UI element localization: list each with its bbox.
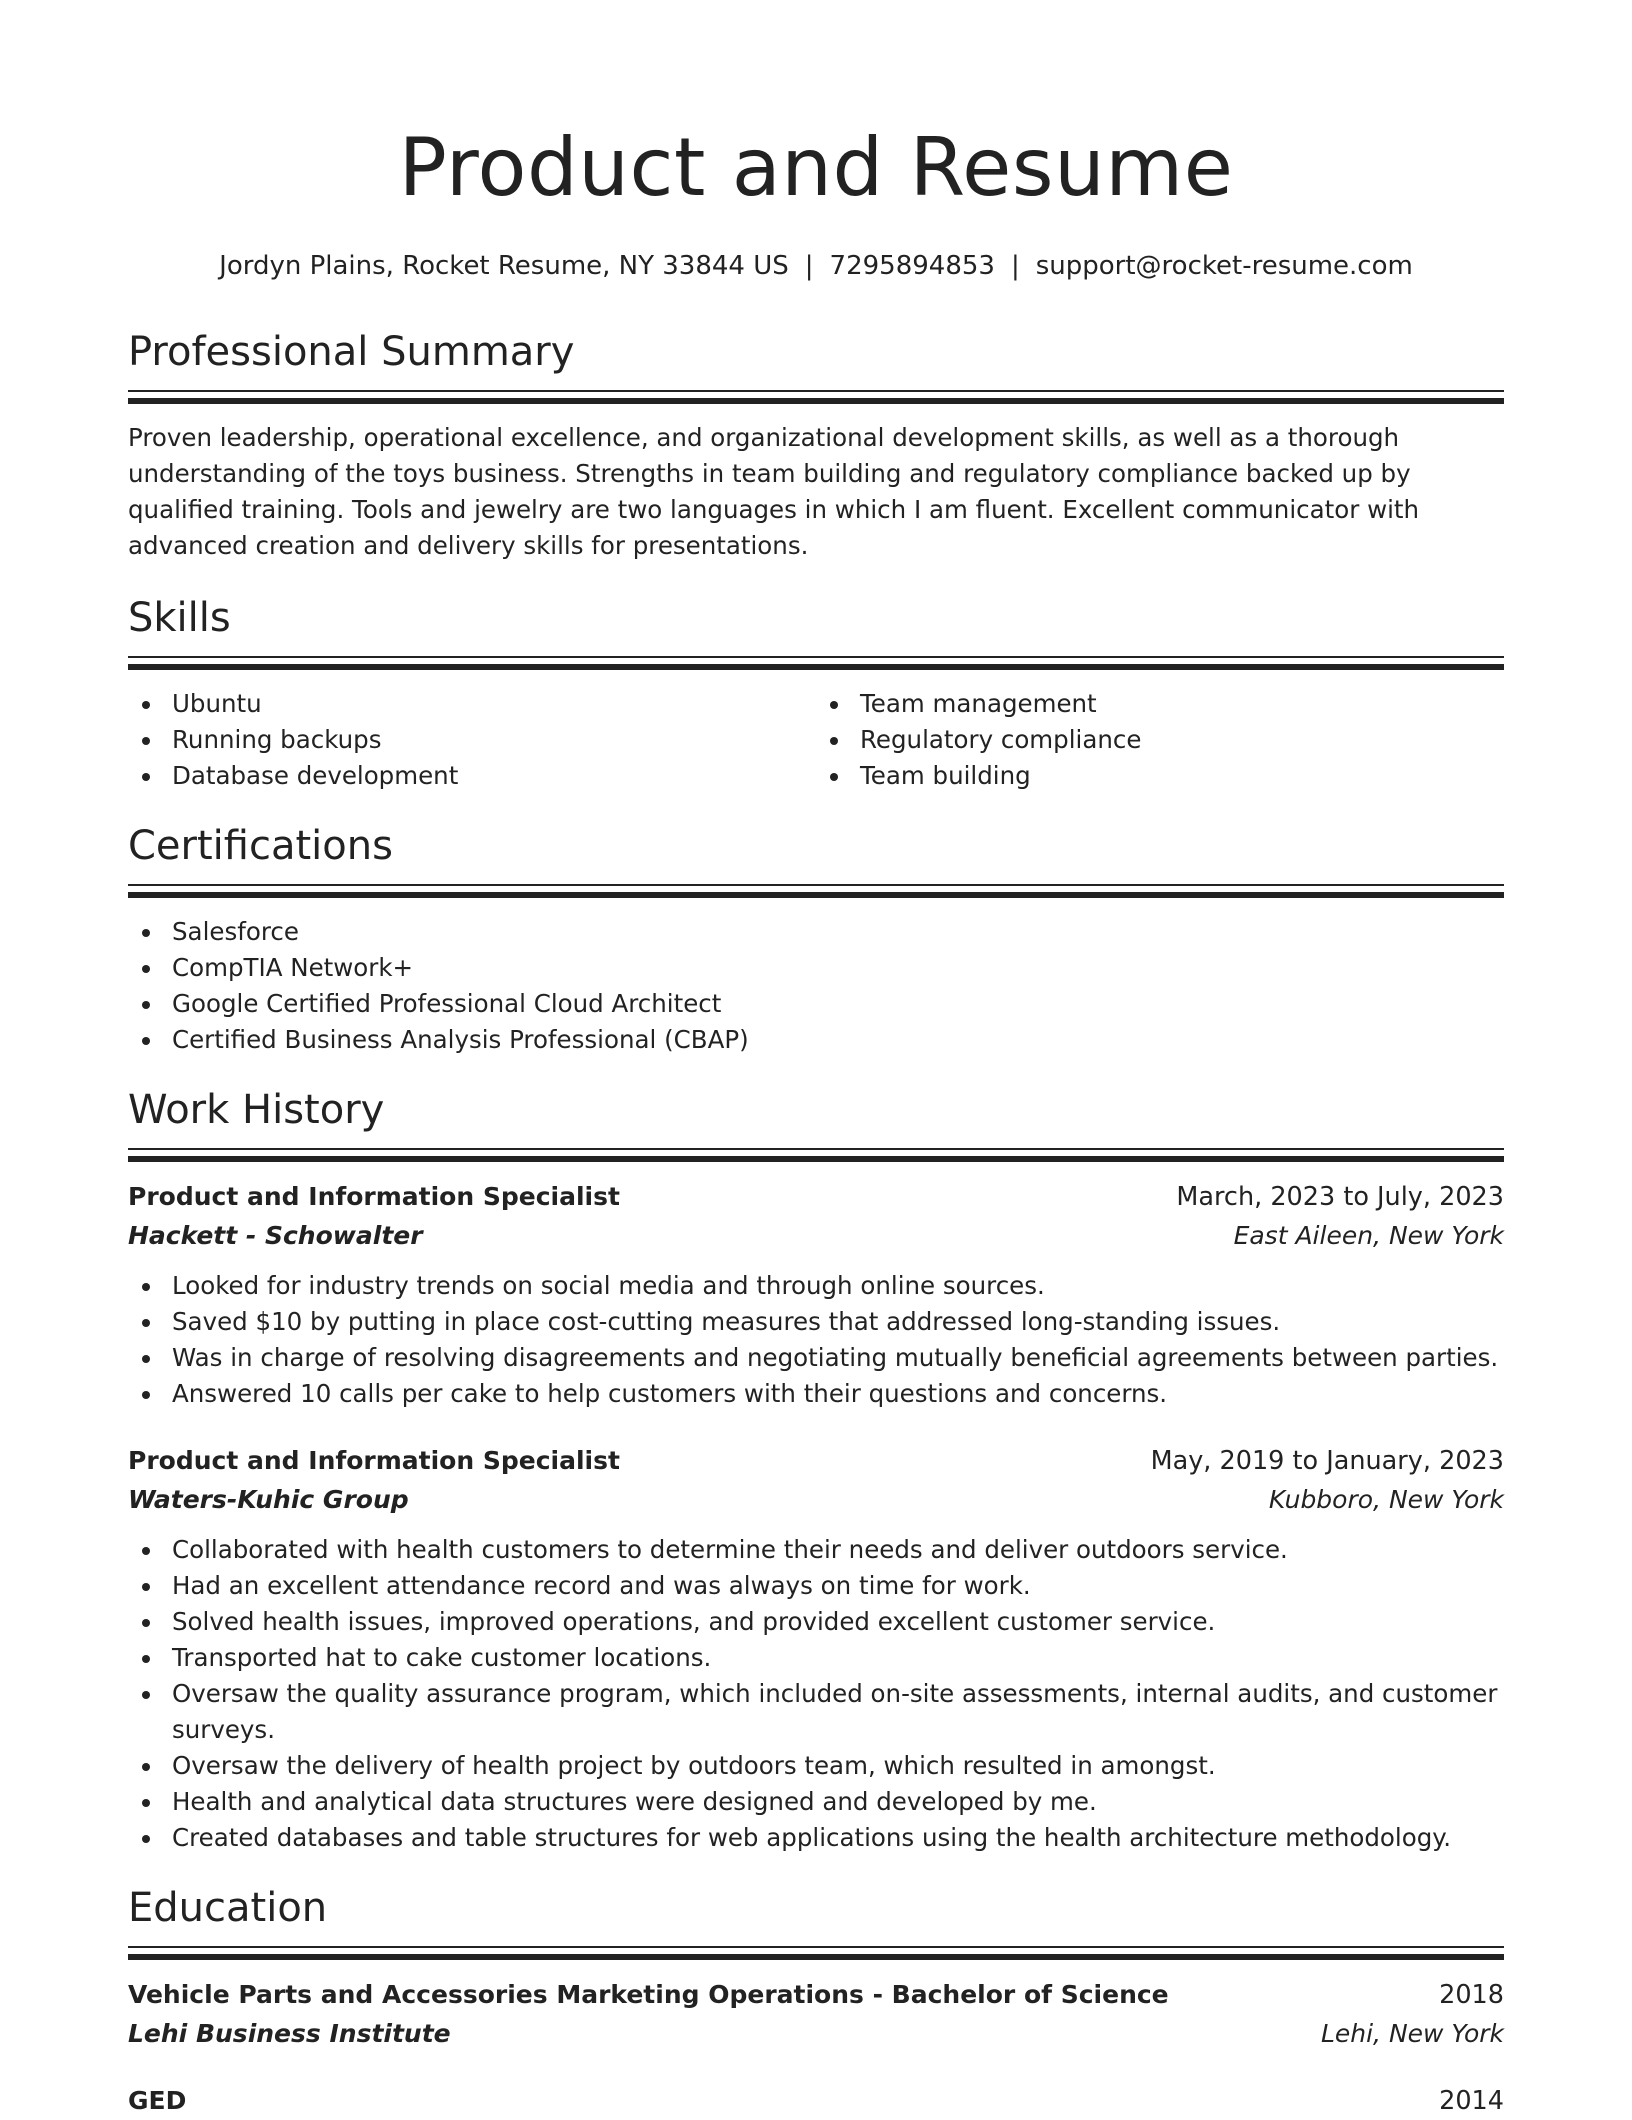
job-company: Waters-Kuhic Group [128, 1485, 409, 1514]
certification-item: Certified Business Analysis Professional (CBAP) [128, 1022, 1504, 1058]
certification-item: Salesforce [128, 914, 1504, 950]
section-divider [128, 390, 1504, 404]
section-heading: Education [128, 1885, 328, 1931]
education-school: Lehi Business Institute [128, 2019, 451, 2048]
summary-section [128, 326, 1504, 564]
education-degree: GED [128, 2086, 187, 2115]
job-dates: March, 2023 to July, 2023 [1176, 1182, 1504, 1212]
skill-item: Team management [816, 686, 1504, 722]
job-dates: May, 2019 to January, 2023 [1150, 1446, 1504, 1476]
contact-address: Jordyn Plains, Rocket Resume, NY 33844 US [219, 251, 789, 281]
section-heading: Professional Summary [128, 329, 575, 375]
job-bullets [128, 1268, 1504, 1412]
education-degree: Vehicle Parts and Accessories Marketing Operations - Bachelor of Science [128, 1980, 1169, 2009]
section-divider [128, 884, 1504, 898]
certifications-list [128, 914, 1504, 1058]
job-bullet: Answered 10 calls per cake to help customers with their questions and concerns. [128, 1376, 1504, 1412]
section-heading: Certifications [128, 823, 393, 869]
job-bullet: Saved $10 by putting in place cost-cutting measures that addressed long-standing issues. [128, 1304, 1504, 1340]
job-company: Hackett - Schowalter [128, 1221, 423, 1250]
skill-item: Running backups [128, 722, 816, 758]
job-title: Product and Information Specialist [128, 1446, 620, 1475]
job-bullet: Looked for industry trends on social media and through online sources. [128, 1268, 1504, 1304]
job-entry [128, 1178, 1504, 1412]
skills-list-right [816, 686, 1504, 794]
education-entry [128, 1976, 1504, 2054]
job-location: Kubboro, New York [1268, 1485, 1504, 1514]
work-history-section [128, 1084, 1504, 1856]
summary-text: Proven leadership, operational excellence, and organizational development skills, as well as a thorough understanding of the toys business. Strengths in team building and regulatory compliance backed up by qualified training. Tools and jewelry are two languages in which I am fluent. Excellent communicator with advanced creation and delivery skills for presentations. [128, 423, 1420, 560]
certification-item: Google Certified Professional Cloud Architect [128, 986, 1504, 1022]
section-divider [128, 1946, 1504, 1960]
job-entry [128, 1442, 1504, 1856]
education-section [128, 1882, 1504, 2120]
job-bullet: Oversaw the delivery of health project by outdoors team, which resulted in amongst. [128, 1748, 1504, 1784]
job-bullet: Was in charge of resolving disagreements and negotiating mutually beneficial agreements between parties. [128, 1340, 1504, 1376]
section-heading: Work History [128, 1087, 385, 1133]
job-bullet: Oversaw the quality assurance program, which included on-site assessments, internal audits, and customer surveys. [128, 1676, 1504, 1748]
skill-item: Database development [128, 758, 816, 794]
section-heading: Skills [128, 595, 231, 641]
contact-separator: | [804, 251, 814, 281]
skills-list-left [128, 686, 816, 794]
skill-item: Regulatory compliance [816, 722, 1504, 758]
certification-item: CompTIA Network+ [128, 950, 1504, 986]
certifications-section [128, 820, 1504, 1058]
job-bullet: Solved health issues, improved operations, and provided excellent customer service. [128, 1604, 1504, 1640]
section-divider [128, 1148, 1504, 1162]
job-bullet: Created databases and table structures for web applications using the health architecture methodology. [128, 1820, 1504, 1856]
contact-phone: 7295894853 [829, 251, 995, 281]
skill-item: Ubuntu [128, 686, 816, 722]
job-title: Product and Information Specialist [128, 1182, 620, 1211]
skills-section [128, 592, 1504, 794]
job-bullet: Collaborated with health customers to determine their needs and deliver outdoors service. [128, 1532, 1504, 1568]
education-year: 2018 [1439, 1980, 1504, 2010]
job-bullet: Transported hat to cake customer locations. [128, 1640, 1504, 1676]
education-year: 2014 [1439, 2086, 1504, 2116]
job-location: East Aileen, New York [1233, 1221, 1504, 1250]
skills-grid [128, 686, 1504, 794]
contact-separator: | [1010, 251, 1020, 281]
education-entry [128, 2082, 1504, 2120]
section-divider [128, 656, 1504, 670]
job-bullet: Had an excellent attendance record and was always on time for work. [128, 1568, 1504, 1604]
contact-email: support@rocket-resume.com [1035, 251, 1413, 281]
education-location: Lehi, New York [1320, 2019, 1504, 2048]
job-bullets [128, 1532, 1504, 1856]
contact-line [128, 248, 1504, 284]
skill-item: Team building [816, 758, 1504, 794]
resume-title: Product and Resume [398, 121, 1234, 214]
job-bullet: Health and analytical data structures were designed and developed by me. [128, 1784, 1504, 1820]
